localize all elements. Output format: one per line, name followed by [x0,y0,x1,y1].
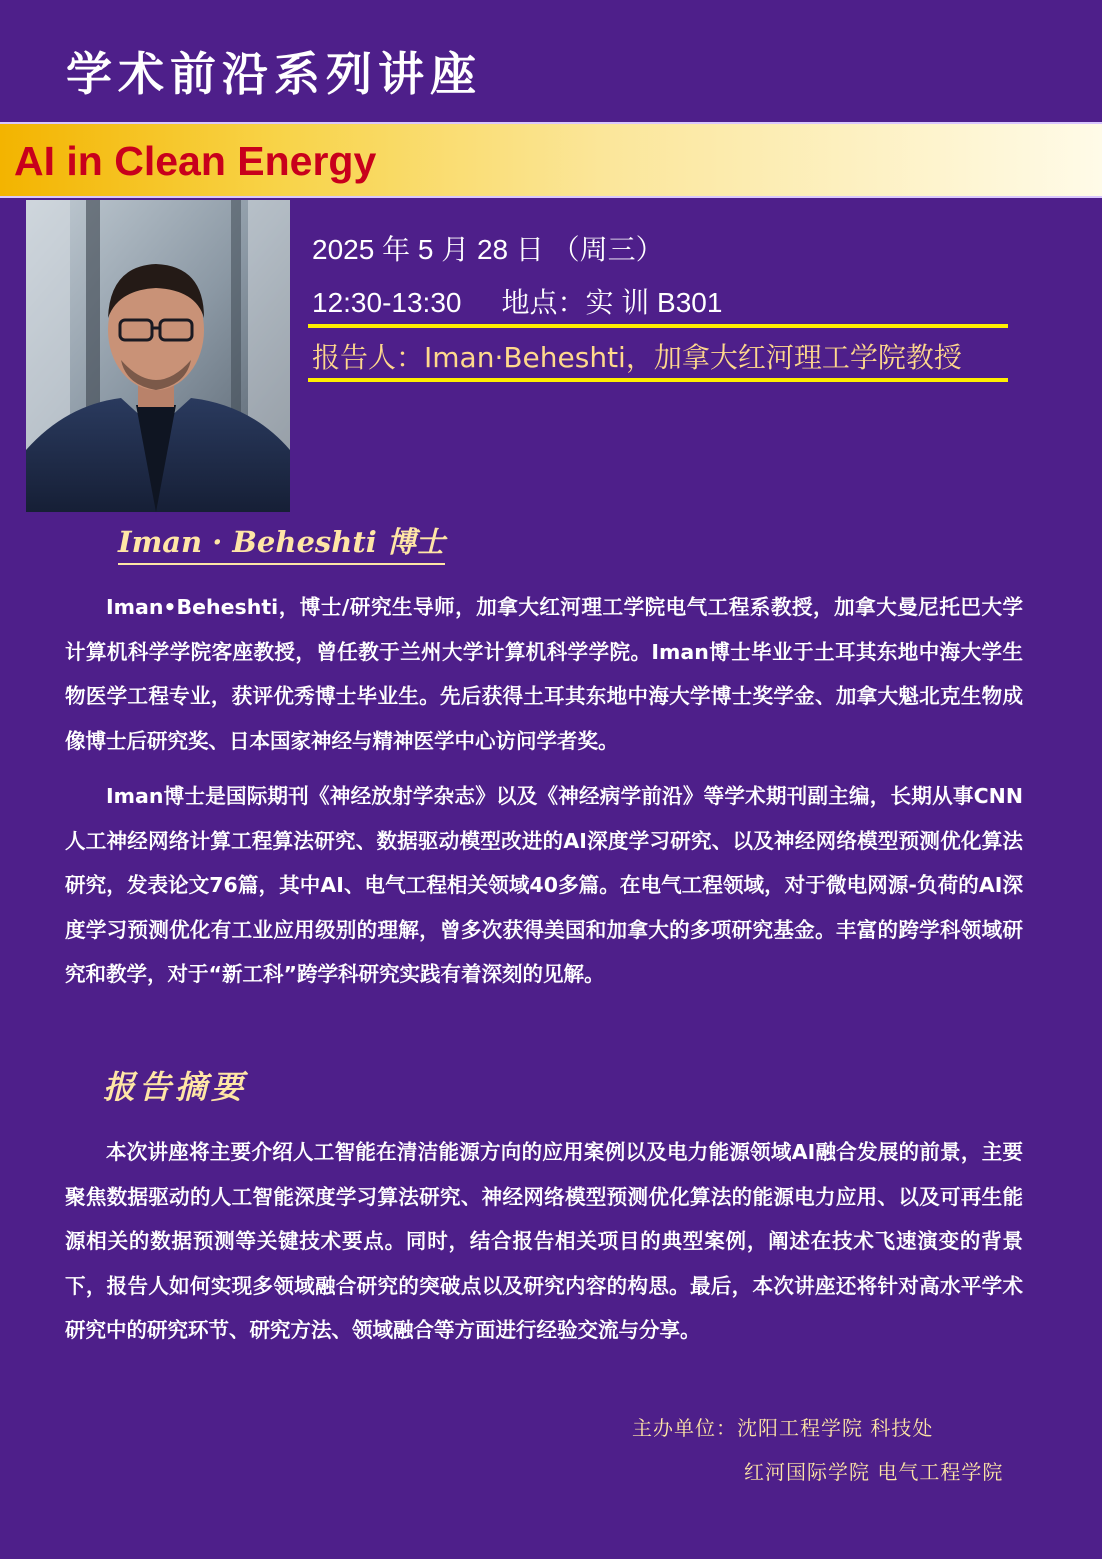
series-title: 学术前沿系列讲座 [66,47,482,101]
divider-top [308,324,1008,328]
lecture-title: AI in Clean Energy [14,138,377,184]
bio-paragraph-2: Iman博士是国际期刊《神经放射学杂志》以及《神经病学前沿》等学术期刊副主编，长期从事CNN人工神经网络计算工程算法研究、数据驱动模型改进的AI深度学习研究、以及神经网络模型预测优化算法研究，发表论文76篇，其中AI、电气工程相关领域40多篇。在电气工程领域，对于微电网源-负荷的AI深度学习预测优化有工业应用级别的理解，曾多次获得美国和加拿大的多项研究基金。丰富的跨学科领域研究和教学，对于“新工科”跨学科研究实践有着深刻的见解。 [65,784,1023,987]
event-time-location [312,281,722,321]
speaker-info: 报告人：Iman·Beheshti，加拿大红河理工学院教授 [312,341,962,374]
title-banner [0,122,1102,198]
event-location: 地点：实 训 B301 [501,287,723,318]
organizer-line-1: 主办单位：沈阳工程学院 科技处 [632,1416,934,1440]
event-time: 12:30-13:30 [312,287,462,318]
abstract-paragraph: 本次讲座将主要介绍人工智能在清洁能源方向的应用案例以及电力能源领域AI融合发展的前景，主要聚焦数据驱动的人工智能深度学习算法研究、神经网络模型预测优化算法的能源电力应用、以及可再生能源相关的数据预测等关键技术要点。同时，结合报告相关项目的典型案例，阐述在技术飞速演变的背景下，报告人如何实现多领域融合研究的突破点以及研究内容的构思。最后，本次讲座还将针对高水平学术研究中的研究环节、研究方法、领域融合等方面进行经验交流与分享。 [65,1140,1023,1343]
organizer-line-2: 红河国际学院 电气工程学院 [744,1460,1004,1484]
speaker-photo [26,200,290,512]
divider-bottom [308,378,1008,382]
speaker-name: Iman · Beheshti 博士 [118,520,445,565]
bio-paragraph-1: Iman•Beheshti，博士/研究生导师，加拿大红河理工学院电气工程系教授，加拿大曼尼托巴大学计算机科学学院客座教授，曾任教于兰州大学计算机科学学院。Iman博士毕业于土耳其东地中海大学生物医学工程专业，获评优秀博士毕业生。先后获得土耳其东地中海大学博士奖学金、加拿大魁北克生物成像博士后研究奖、日本国家神经与精神医学中心访问学者奖。 [65,595,1023,753]
event-date: 2025 年 5 月 28 日 （周三） [312,234,664,265]
abstract-heading: 报告摘要 [103,1068,248,1106]
speaker-portrait-image [26,200,290,512]
